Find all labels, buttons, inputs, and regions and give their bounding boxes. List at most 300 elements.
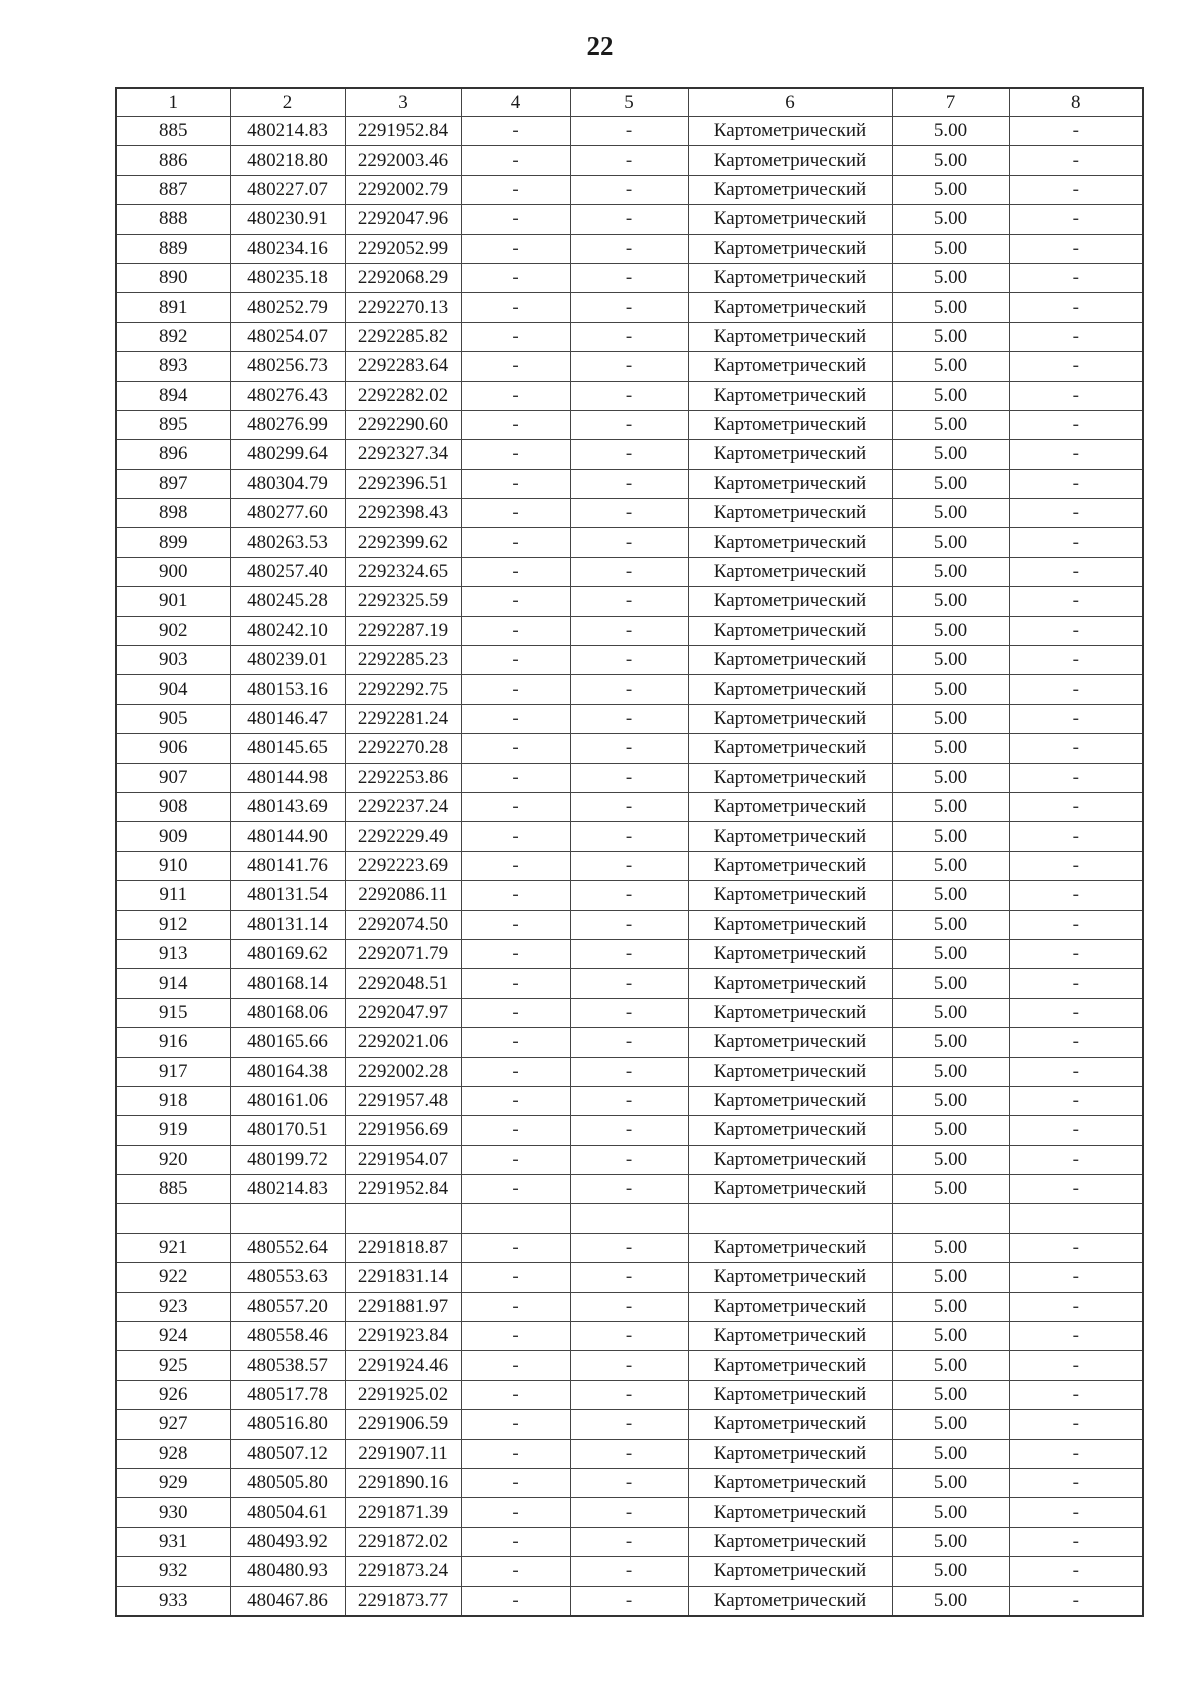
accuracy-cell: 5.00 — [892, 998, 1009, 1027]
point-number-cell — [116, 1204, 230, 1233]
col4-cell: - — [461, 146, 570, 175]
col8-cell: - — [1009, 381, 1143, 410]
accuracy-cell: 5.00 — [892, 969, 1009, 998]
column-header: 6 — [688, 88, 892, 117]
col4-cell: - — [461, 234, 570, 263]
y-coordinate-cell: 2291871.39 — [345, 1498, 461, 1527]
column-header: 5 — [570, 88, 688, 117]
table-row — [116, 557, 1143, 586]
table-row — [116, 1468, 1143, 1497]
point-number-cell: 922 — [116, 1263, 230, 1292]
point-number-cell: 915 — [116, 998, 230, 1027]
x-coordinate-cell: 480242.10 — [230, 616, 345, 645]
column-header: 1 — [116, 88, 230, 117]
y-coordinate-cell: 2292270.13 — [345, 293, 461, 322]
col8-cell: - — [1009, 1557, 1143, 1586]
accuracy-cell: 5.00 — [892, 234, 1009, 263]
point-number-cell: 894 — [116, 381, 230, 410]
point-number-cell: 929 — [116, 1468, 230, 1497]
accuracy-cell: 5.00 — [892, 117, 1009, 146]
point-number-cell: 920 — [116, 1145, 230, 1174]
col5-cell: - — [570, 1175, 688, 1204]
col8-cell: - — [1009, 469, 1143, 498]
y-coordinate-cell: 2292223.69 — [345, 851, 461, 880]
method-cell: Картометрический — [688, 234, 892, 263]
method-cell: Картометрический — [688, 939, 892, 968]
page-number: 22 — [586, 31, 614, 61]
method-cell — [688, 1204, 892, 1233]
accuracy-cell: 5.00 — [892, 528, 1009, 557]
col8-cell: - — [1009, 969, 1143, 998]
col4-cell: - — [461, 822, 570, 851]
col4-cell: - — [461, 410, 570, 439]
col4-cell: - — [461, 1498, 570, 1527]
x-coordinate-cell: 480552.64 — [230, 1233, 345, 1262]
col4-cell: - — [461, 263, 570, 292]
table-header-row — [116, 88, 1143, 117]
table-row — [116, 792, 1143, 821]
method-cell: Картометрический — [688, 998, 892, 1027]
method-cell: Картометрический — [688, 1145, 892, 1174]
table-row — [116, 263, 1143, 292]
y-coordinate-cell: 2292285.82 — [345, 322, 461, 351]
y-coordinate-cell: 2292324.65 — [345, 557, 461, 586]
col4-cell: - — [461, 1468, 570, 1497]
col5-cell: - — [570, 1586, 688, 1616]
col5-cell: - — [570, 1439, 688, 1468]
method-cell: Картометрический — [688, 910, 892, 939]
col8-cell: - — [1009, 352, 1143, 381]
col4-cell: - — [461, 352, 570, 381]
x-coordinate-cell: 480304.79 — [230, 469, 345, 498]
x-coordinate-cell: 480144.90 — [230, 822, 345, 851]
col4-cell: - — [461, 1263, 570, 1292]
col5-cell: - — [570, 234, 688, 263]
point-number-cell: 933 — [116, 1586, 230, 1616]
method-cell: Картометрический — [688, 616, 892, 645]
y-coordinate-cell — [345, 1204, 461, 1233]
col4-cell: - — [461, 763, 570, 792]
y-coordinate-cell: 2292285.23 — [345, 646, 461, 675]
table-row — [116, 1086, 1143, 1115]
col4-cell: - — [461, 881, 570, 910]
col5-cell: - — [570, 1233, 688, 1262]
table-row — [116, 1439, 1143, 1468]
y-coordinate-cell: 2292002.28 — [345, 1057, 461, 1086]
col8-cell: - — [1009, 1586, 1143, 1616]
col5-cell: - — [570, 146, 688, 175]
accuracy-cell: 5.00 — [892, 675, 1009, 704]
col5-cell: - — [570, 1527, 688, 1556]
table-row — [116, 587, 1143, 616]
point-number-cell: 887 — [116, 175, 230, 204]
point-number-cell: 921 — [116, 1233, 230, 1262]
col5-cell: - — [570, 528, 688, 557]
col8-cell: - — [1009, 881, 1143, 910]
y-coordinate-cell: 2292282.02 — [345, 381, 461, 410]
col8-cell: - — [1009, 1057, 1143, 1086]
point-number-cell: 900 — [116, 557, 230, 586]
accuracy-cell: 5.00 — [892, 1557, 1009, 1586]
point-number-cell: 927 — [116, 1410, 230, 1439]
y-coordinate-cell: 2292325.59 — [345, 587, 461, 616]
accuracy-cell: 5.00 — [892, 410, 1009, 439]
col8-cell: - — [1009, 1233, 1143, 1262]
x-coordinate-cell: 480538.57 — [230, 1351, 345, 1380]
y-coordinate-cell: 2292071.79 — [345, 939, 461, 968]
col5-cell: - — [570, 939, 688, 968]
col4-cell: - — [461, 1322, 570, 1351]
y-coordinate-cell: 2291907.11 — [345, 1439, 461, 1468]
table-row — [116, 293, 1143, 322]
accuracy-cell: 5.00 — [892, 381, 1009, 410]
col8-cell: - — [1009, 528, 1143, 557]
col4-cell: - — [461, 499, 570, 528]
col5-cell: - — [570, 410, 688, 439]
accuracy-cell: 5.00 — [892, 616, 1009, 645]
x-coordinate-cell: 480199.72 — [230, 1145, 345, 1174]
table-row — [116, 146, 1143, 175]
accuracy-cell: 5.00 — [892, 1439, 1009, 1468]
point-number-cell: 890 — [116, 263, 230, 292]
col5-cell: - — [570, 704, 688, 733]
col4-cell: - — [461, 293, 570, 322]
x-coordinate-cell: 480257.40 — [230, 557, 345, 586]
col4-cell: - — [461, 792, 570, 821]
col8-cell: - — [1009, 1498, 1143, 1527]
y-coordinate-cell: 2292074.50 — [345, 910, 461, 939]
point-number-cell: 932 — [116, 1557, 230, 1586]
y-coordinate-cell: 2291818.87 — [345, 1233, 461, 1262]
col4-cell: - — [461, 998, 570, 1027]
col8-cell: - — [1009, 410, 1143, 439]
method-cell: Картометрический — [688, 1322, 892, 1351]
x-coordinate-cell: 480131.14 — [230, 910, 345, 939]
point-number-cell: 931 — [116, 1527, 230, 1556]
method-cell: Картометрический — [688, 1175, 892, 1204]
col4-cell: - — [461, 1233, 570, 1262]
x-coordinate-cell: 480235.18 — [230, 263, 345, 292]
col8-cell: - — [1009, 1410, 1143, 1439]
col8-cell: - — [1009, 851, 1143, 880]
col8-cell: - — [1009, 1351, 1143, 1380]
col8-cell: - — [1009, 1175, 1143, 1204]
table-row — [116, 381, 1143, 410]
x-coordinate-cell: 480141.76 — [230, 851, 345, 880]
y-coordinate-cell: 2292048.51 — [345, 969, 461, 998]
method-cell: Картометрический — [688, 322, 892, 351]
point-number-cell: 891 — [116, 293, 230, 322]
col8-cell: - — [1009, 293, 1143, 322]
method-cell: Картометрический — [688, 675, 892, 704]
y-coordinate-cell: 2291954.07 — [345, 1145, 461, 1174]
point-number-cell: 907 — [116, 763, 230, 792]
accuracy-cell: 5.00 — [892, 1468, 1009, 1497]
col5-cell: - — [570, 734, 688, 763]
accuracy-cell: 5.00 — [892, 440, 1009, 469]
method-cell: Картометрический — [688, 469, 892, 498]
col5-cell: - — [570, 616, 688, 645]
column-header: 7 — [892, 88, 1009, 117]
y-coordinate-cell: 2291890.16 — [345, 1468, 461, 1497]
x-coordinate-cell: 480480.93 — [230, 1557, 345, 1586]
method-cell: Картометрический — [688, 734, 892, 763]
accuracy-cell: 5.00 — [892, 1086, 1009, 1115]
col4-cell: - — [461, 1557, 570, 1586]
accuracy-cell: 5.00 — [892, 1292, 1009, 1321]
table-row — [116, 410, 1143, 439]
method-cell: Картометрический — [688, 1057, 892, 1086]
col5-cell: - — [570, 1086, 688, 1115]
point-number-cell: 917 — [116, 1057, 230, 1086]
col8-cell: - — [1009, 1439, 1143, 1468]
point-number-cell: 912 — [116, 910, 230, 939]
method-cell: Картометрический — [688, 1439, 892, 1468]
col8-cell: - — [1009, 499, 1143, 528]
table-row — [116, 322, 1143, 351]
col4-cell: - — [461, 1116, 570, 1145]
col5-cell: - — [570, 557, 688, 586]
method-cell: Картометрический — [688, 528, 892, 557]
x-coordinate-cell: 480169.62 — [230, 939, 345, 968]
col4-cell: - — [461, 1410, 570, 1439]
x-coordinate-cell: 480254.07 — [230, 322, 345, 351]
method-cell: Картометрический — [688, 1468, 892, 1497]
x-coordinate-cell: 480227.07 — [230, 175, 345, 204]
method-cell: Картометрический — [688, 410, 892, 439]
table-row — [116, 1057, 1143, 1086]
x-coordinate-cell: 480558.46 — [230, 1322, 345, 1351]
col8-cell: - — [1009, 1028, 1143, 1057]
col5-cell: - — [570, 851, 688, 880]
table-row — [116, 1292, 1143, 1321]
method-cell: Картометрический — [688, 1086, 892, 1115]
col4-cell: - — [461, 704, 570, 733]
col4-cell: - — [461, 646, 570, 675]
method-cell: Картометрический — [688, 205, 892, 234]
table-row — [116, 616, 1143, 645]
col8-cell: - — [1009, 117, 1143, 146]
x-coordinate-cell: 480234.16 — [230, 234, 345, 263]
col4-cell — [461, 1204, 570, 1233]
method-cell: Картометрический — [688, 851, 892, 880]
col5-cell: - — [570, 293, 688, 322]
col8-cell: - — [1009, 175, 1143, 204]
col8-cell: - — [1009, 1263, 1143, 1292]
col5-cell: - — [570, 440, 688, 469]
accuracy-cell: 5.00 — [892, 1527, 1009, 1556]
col5-cell: - — [570, 205, 688, 234]
accuracy-cell: 5.00 — [892, 1351, 1009, 1380]
table-row — [116, 734, 1143, 763]
x-coordinate-cell — [230, 1204, 345, 1233]
accuracy-cell: 5.00 — [892, 881, 1009, 910]
method-cell: Картометрический — [688, 792, 892, 821]
x-coordinate-cell: 480467.86 — [230, 1586, 345, 1616]
table-row — [116, 1380, 1143, 1409]
x-coordinate-cell: 480164.38 — [230, 1057, 345, 1086]
accuracy-cell: 5.00 — [892, 1380, 1009, 1409]
method-cell: Картометрический — [688, 1116, 892, 1145]
y-coordinate-cell: 2292398.43 — [345, 499, 461, 528]
col5-cell: - — [570, 881, 688, 910]
method-cell: Картометрический — [688, 1380, 892, 1409]
table-body — [116, 88, 1143, 1616]
col5-cell: - — [570, 969, 688, 998]
col4-cell: - — [461, 528, 570, 557]
y-coordinate-cell: 2292283.64 — [345, 352, 461, 381]
y-coordinate-cell: 2292270.28 — [345, 734, 461, 763]
col8-cell: - — [1009, 1292, 1143, 1321]
col5-cell: - — [570, 1028, 688, 1057]
point-number-cell: 919 — [116, 1116, 230, 1145]
point-number-cell: 928 — [116, 1439, 230, 1468]
col5-cell: - — [570, 822, 688, 851]
col8-cell: - — [1009, 792, 1143, 821]
method-cell: Картометрический — [688, 263, 892, 292]
method-cell: Картометрический — [688, 1028, 892, 1057]
accuracy-cell: 5.00 — [892, 1410, 1009, 1439]
point-number-cell: 898 — [116, 499, 230, 528]
point-number-cell: 886 — [116, 146, 230, 175]
x-coordinate-cell: 480214.83 — [230, 1175, 345, 1204]
col5-cell: - — [570, 587, 688, 616]
col8-cell: - — [1009, 734, 1143, 763]
col4-cell: - — [461, 1028, 570, 1057]
accuracy-cell: 5.00 — [892, 792, 1009, 821]
accuracy-cell: 5.00 — [892, 1175, 1009, 1204]
y-coordinate-cell: 2292253.86 — [345, 763, 461, 792]
col5-cell — [570, 1204, 688, 1233]
point-number-cell: 904 — [116, 675, 230, 704]
col4-cell: - — [461, 381, 570, 410]
accuracy-cell: 5.00 — [892, 205, 1009, 234]
col5-cell: - — [570, 998, 688, 1027]
method-cell: Картометрический — [688, 1557, 892, 1586]
table-row — [116, 851, 1143, 880]
col4-cell: - — [461, 587, 570, 616]
accuracy-cell: 5.00 — [892, 1233, 1009, 1262]
col8-cell: - — [1009, 1527, 1143, 1556]
x-coordinate-cell: 480507.12 — [230, 1439, 345, 1468]
table-row — [116, 646, 1143, 675]
table-row — [116, 234, 1143, 263]
col8-cell: - — [1009, 616, 1143, 645]
y-coordinate-cell: 2292047.96 — [345, 205, 461, 234]
y-coordinate-cell: 2292237.24 — [345, 792, 461, 821]
y-coordinate-cell: 2292086.11 — [345, 881, 461, 910]
table-row — [116, 998, 1143, 1027]
method-cell: Картометрический — [688, 352, 892, 381]
x-coordinate-cell: 480516.80 — [230, 1410, 345, 1439]
col5-cell: - — [570, 910, 688, 939]
accuracy-cell: 5.00 — [892, 763, 1009, 792]
point-number-cell: 926 — [116, 1380, 230, 1409]
accuracy-cell: 5.00 — [892, 734, 1009, 763]
point-number-cell: 899 — [116, 528, 230, 557]
accuracy-cell: 5.00 — [892, 146, 1009, 175]
y-coordinate-cell: 2291906.59 — [345, 1410, 461, 1439]
x-coordinate-cell: 480263.53 — [230, 528, 345, 557]
y-coordinate-cell: 2291873.77 — [345, 1586, 461, 1616]
column-header: 2 — [230, 88, 345, 117]
column-header: 4 — [461, 88, 570, 117]
table-row — [116, 469, 1143, 498]
method-cell: Картометрический — [688, 440, 892, 469]
col4-cell: - — [461, 851, 570, 880]
col4-cell: - — [461, 1086, 570, 1115]
table-row — [116, 352, 1143, 381]
x-coordinate-cell: 480218.80 — [230, 146, 345, 175]
col4-cell: - — [461, 1527, 570, 1556]
col5-cell: - — [570, 1351, 688, 1380]
table-row — [116, 1322, 1143, 1351]
y-coordinate-cell: 2291952.84 — [345, 1175, 461, 1204]
accuracy-cell: 5.00 — [892, 939, 1009, 968]
y-coordinate-cell: 2292281.24 — [345, 704, 461, 733]
accuracy-cell: 5.00 — [892, 1586, 1009, 1616]
col8-cell: - — [1009, 675, 1143, 704]
method-cell: Картометрический — [688, 1498, 892, 1527]
point-number-cell: 906 — [116, 734, 230, 763]
col5-cell: - — [570, 175, 688, 204]
x-coordinate-cell: 480517.78 — [230, 1380, 345, 1409]
y-coordinate-cell: 2292290.60 — [345, 410, 461, 439]
col8-cell: - — [1009, 263, 1143, 292]
col4-cell: - — [461, 440, 570, 469]
x-coordinate-cell: 480252.79 — [230, 293, 345, 322]
x-coordinate-cell: 480214.83 — [230, 117, 345, 146]
x-coordinate-cell: 480256.73 — [230, 352, 345, 381]
x-coordinate-cell: 480245.28 — [230, 587, 345, 616]
x-coordinate-cell: 480131.54 — [230, 881, 345, 910]
accuracy-cell: 5.00 — [892, 851, 1009, 880]
point-number-cell: 885 — [116, 1175, 230, 1204]
col5-cell: - — [570, 1380, 688, 1409]
x-coordinate-cell: 480143.69 — [230, 792, 345, 821]
col4-cell: - — [461, 322, 570, 351]
point-number-cell: 902 — [116, 616, 230, 645]
col8-cell: - — [1009, 1145, 1143, 1174]
x-coordinate-cell: 480170.51 — [230, 1116, 345, 1145]
col8-cell: - — [1009, 704, 1143, 733]
accuracy-cell: 5.00 — [892, 587, 1009, 616]
col5-cell: - — [570, 381, 688, 410]
point-number-cell: 918 — [116, 1086, 230, 1115]
col8-cell: - — [1009, 322, 1143, 351]
x-coordinate-cell: 480504.61 — [230, 1498, 345, 1527]
point-number-cell: 905 — [116, 704, 230, 733]
y-coordinate-cell: 2291957.48 — [345, 1086, 461, 1115]
x-coordinate-cell: 480230.91 — [230, 205, 345, 234]
y-coordinate-cell: 2292003.46 — [345, 146, 461, 175]
col5-cell: - — [570, 1116, 688, 1145]
accuracy-cell: 5.00 — [892, 1028, 1009, 1057]
col4-cell: - — [461, 675, 570, 704]
col5-cell: - — [570, 763, 688, 792]
col4-cell: - — [461, 1057, 570, 1086]
table-row — [116, 910, 1143, 939]
col4-cell: - — [461, 175, 570, 204]
col8-cell: - — [1009, 1322, 1143, 1351]
table-row — [116, 704, 1143, 733]
col5-cell: - — [570, 1145, 688, 1174]
point-number-cell: 923 — [116, 1292, 230, 1321]
col5-cell: - — [570, 646, 688, 675]
column-header: 8 — [1009, 88, 1143, 117]
col8-cell: - — [1009, 557, 1143, 586]
accuracy-cell: 5.00 — [892, 263, 1009, 292]
